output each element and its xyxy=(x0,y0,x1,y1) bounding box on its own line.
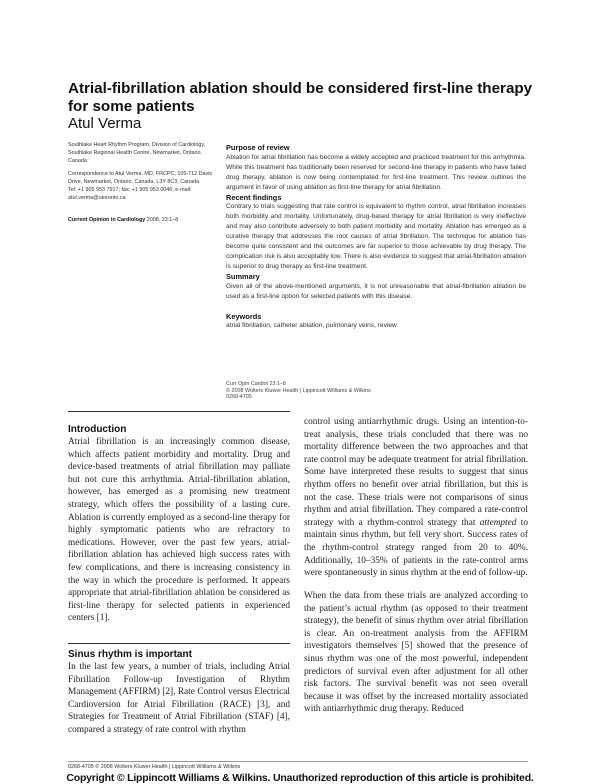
rhythm-control-emphasis: attempted xyxy=(479,517,517,528)
body-divider xyxy=(68,411,290,412)
journal-volume: 2008, 23:1–8 xyxy=(146,216,179,223)
citation-journal: Curr Opin Cardiol 23:1–8 xyxy=(226,381,286,387)
summary-heading: Summary xyxy=(226,271,260,281)
on-treatment-paragraph: When the data from these trials are analyzed according to the patient’s actual rhythm (as opposed to their treatment strategy), the benefit of sinus rhythm over atrial fibrillation is clear. An on-treatment analysis from the AFFIRM investigators themselves [5] showed that the presence of sinus rhythm was one of the most powerful, independent predictors of survival even after adjustment for all other risk factors. The survival benefit was not seen overall because it was offset by the increased mortality associated with antiarrhythmic drug therapy. Reduced xyxy=(304,591,528,715)
article-title: Atrial-fibrillation ablation should be considered first-line therapy for some patients xyxy=(68,80,533,115)
affiliation: Southlake Heart Rhythm Program, Division of Cardiology, Southlake Regional Health Centre, Newmarket, Ontario, Canada xyxy=(68,142,206,164)
copyright-notice: Copyright © Lippincott Williams & Wilkins. Unauthorized reproduction of this article is prohibited. xyxy=(66,772,534,784)
keywords-heading: Keywords xyxy=(226,311,262,321)
author-info xyxy=(68,142,218,230)
purpose-text: Ablation for atrial fibrillation has become a widely accepted and practiced treatment for this arrhythmia. While this treatment has traditionally been reserved for second-line therapy in patients who have failed drug therapy, ablation is now being contemplated for first-line treatment. This review outlines the argument in favor of using ablation as first-line therapy for atrial fibrillation. xyxy=(226,153,526,191)
introduction-text: Atrial fibrillation is an increasingly common disease, which affects patient morbidity and mortality. Drug and device-based treatments of atrial fibrillation may palliate but not cure this arrhythmia. Atrial-fibrillation ablation, however, has emerged as a promising new treatment strategy, which offers the possibility of a lasting cure. Ablation is currently employed as a second-line therapy for highly symptomatic patients who are refractory to medications. However, over the past few years, atrial-fibrillation ablation has achieved high success rates with few complications, and there is increasing consistency in the way in which the procedure is performed. It appears appropriate that atrial-fibrillation ablation be considered as first-line therapy for selected patients in experienced centers [1]. xyxy=(68,437,290,624)
summary-text: Given all of the above-mentioned arguments, it is not unreasonable that atrial-fibrillation ablation be used as a first-line option for selected patients with this disease. xyxy=(226,282,526,300)
citation-copyright: © 2008 Wolters Kluwer Health | Lippincott Williams & Wilkins xyxy=(226,387,371,394)
purpose-heading: Purpose of review xyxy=(226,143,290,152)
correspondence-contact: Tel: +1 905 953 7917; fax: +1 905 953 0046; e-mail: atul.verma@utoronto.ca xyxy=(68,186,192,201)
correspondence-address: Correspondence to Atul Verma, MD, FRCPC, 105-712 Davis Drive, Newmarket, Ontario, Canada, L3Y 8C3, Canada xyxy=(68,171,213,186)
body-column-right-bottom xyxy=(304,590,528,716)
section-divider xyxy=(68,643,290,644)
findings-heading: Recent findings xyxy=(226,192,282,202)
sinus-rhythm-text: In the last few years, a number of trials, including Atrial Fibrillation Follow-up Investigation of Rhythm Management (AFFIRM) [2], Rate Control versus Electrical Cardioversion for Atrial Fibrillation (RACE) [3], and Strategies for Treatment of Atrial Fibrillation (STAF) [4], compared a strategy of rate control with rhythm xyxy=(68,661,290,735)
rhythm-control-paragraph xyxy=(304,416,528,580)
page-footer: 0268-4705 © 2008 Wolters Kluwer Health | Lippincott Williams & Wilkins xyxy=(68,764,241,770)
journal-reference xyxy=(68,217,218,225)
introduction-heading: Introduction xyxy=(68,424,127,435)
citation-block xyxy=(226,381,446,401)
correspondence xyxy=(68,171,218,202)
body-column-left xyxy=(68,423,290,736)
findings-text: Contrary to trials suggesting that rate control is equivalent to rhythm control, atrial fibrillation increases both morbidity and mortality. Unfortunately, drug-based therapy for atrial fibrillation is very ineffective and may also contribute adversely to both patient morbidity and mortality. Ablation has emerged as a curative therapy that addresses the root causes of atrial fibrillation. The technique for ablation has become quite consistent and the outcomes are far superior to those achievable by drug therapy. The complication risk is also acceptably low. There is also evidence to suggest that atrial-fibrillation ablation is superior to drug therapy as first-line treatment. xyxy=(226,203,526,270)
rhythm-control-text-b: to maintain sinus rhythm, but fell very short. Success rates of the rhythm-control strategy ranged from 20 to 40%. Additionally, 10–35% of patients in the rate-control arms were spontaneously in sinus rhythm at the end of follow-up. xyxy=(304,517,528,579)
sinus-rhythm-heading: Sinus rhythm is important xyxy=(68,648,192,660)
journal-name: Current Opinion in Cardiology xyxy=(68,216,146,223)
article-author: Atul Verma xyxy=(68,115,142,132)
rhythm-control-text-a: control using antiarrhythmic drugs. Using an intention-to-treat analysis, these trials concluded that there was no mortality difference between the two approaches and that rate control may be adequate treatment for atrial fibrillation. Some have interpreted these results to suggest that sinus rhythm offers no benefit over atrial fibrillation, but this is not the case. These trials were not comparisons of sinus rhythm and atrial fibrillation. They compared a rate-control strategy with a rhythm-control strategy that xyxy=(304,417,528,528)
body-column-right-top xyxy=(304,416,528,580)
footer-divider xyxy=(68,761,528,762)
keywords-text: atrial fibrillation, catheter ablation, pulmonary veins, review xyxy=(226,322,397,330)
abstract xyxy=(226,143,526,331)
citation-issn: 0268-4705 xyxy=(226,394,252,401)
